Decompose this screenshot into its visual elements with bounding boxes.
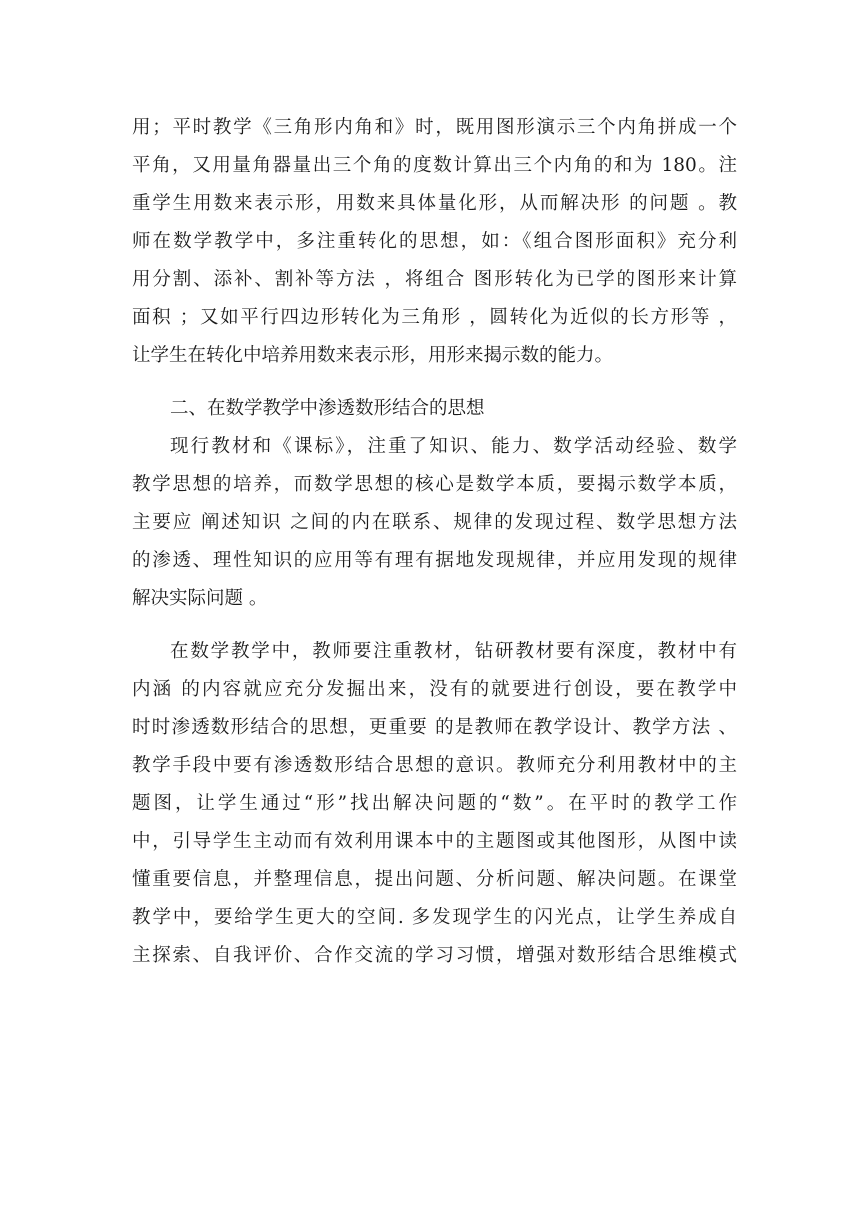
text-line: 题图，让学生通过“形”找出解决问题的“数”。在平时的教学工作: [132, 793, 737, 814]
text-line: 现行教材和《课标》，注重了知识、能力、数学活动经验、数学: [170, 436, 737, 457]
text-line: 用分割、添补、割补等方法 ，将组合 图形转化为已学的图形来计算: [132, 269, 737, 290]
text-line: 主探索、自我评价、合作交流的学习习惯，增强对数形结合思维模式: [132, 945, 737, 966]
text-line: 用；平时教学《三角形内角和》时，既用图形演示三个内角拼成一个: [132, 117, 737, 138]
paragraph-transformation-thinking: [132, 109, 737, 375]
text-line: 教学手段中要有渗透数形结合思想的意识。教师充分利用教材中的主: [132, 755, 737, 776]
paragraph-spacing: [132, 618, 737, 633]
text-column: [132, 109, 737, 975]
text-line: 中，引导学生主动而有效利用课本中的主题图或其他图形，从图中读: [132, 831, 737, 852]
text-line: 在数学教学中，教师要注重教材，钻研教材要有深度，教材中有: [170, 641, 737, 662]
text-line: 教学中，要给学生更大的空间. 多发现学生的闪光点，让学生养成自: [132, 907, 737, 928]
text-line: 重学生用数来表示形，用数来具体量化形，从而解决形 的问题 。教: [132, 193, 737, 214]
text-line: 教学思想的培养，而数学思想的核心是数学本质，要揭示数学本质，: [132, 474, 737, 495]
text-line: 的渗透、理性知识的应用等有理有据地发现规律，并应用发现的规律: [132, 550, 737, 571]
heading-line: 二、在数学教学中渗透数形结合的思想: [170, 398, 485, 419]
text-line: 懂重要信息，并整理信息，提出问题、分析问题、解决问题。在课堂: [132, 869, 737, 890]
text-line: 主要应 阐述知识 之间的内在联系、规律的发现过程、数学思想方法: [132, 512, 737, 533]
text-line: 平角，又用量角器量出三个角的度数计算出三个内角的和为 180。注: [132, 155, 737, 176]
paragraph-curriculum: [132, 428, 737, 618]
paragraph-spacing: [132, 375, 737, 390]
section-heading: [132, 390, 737, 428]
text-line: 让学生在转化中培养用数来表示形，用形来揭示数的能力。: [132, 345, 614, 366]
paragraph-teaching-materials: [132, 633, 737, 975]
text-line: 师在数学教学中，多注重转化的思想，如：《组合图形面积》充分利: [132, 231, 737, 252]
text-line: 内涵 的内容就应充分发掘出来，没有的就要进行创设，要在教学中: [132, 679, 737, 700]
text-line: 面积 ；又如平行四边形转化为三角形 ，圆转化为近似的长方形等 ，: [132, 307, 737, 328]
text-line: 解决实际问题 。: [132, 588, 268, 609]
text-line: 时时渗透数形结合的思想，更重要 的是教师在教学设计、教学方法 、: [132, 717, 737, 738]
